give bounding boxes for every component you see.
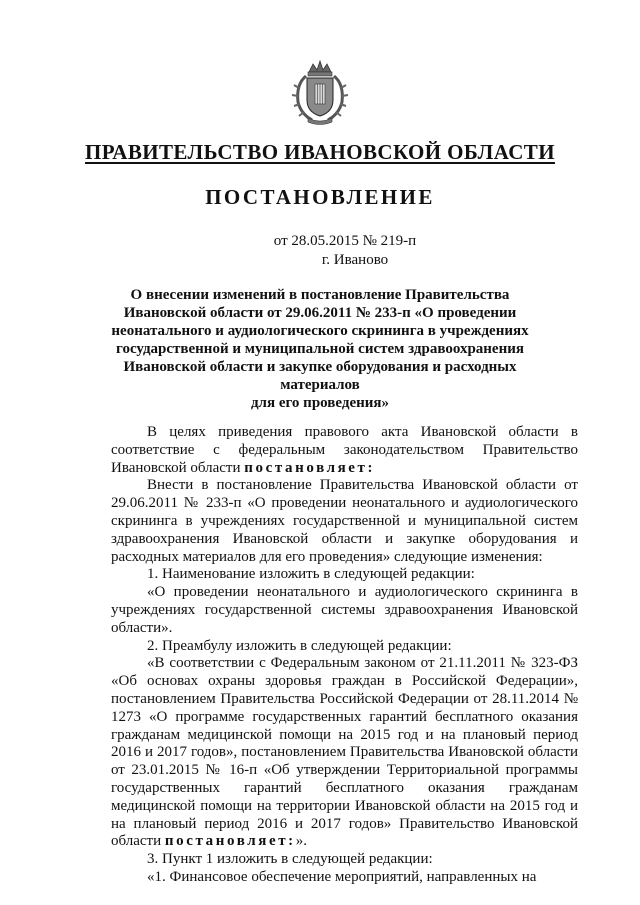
document-heading (110, 286, 530, 412)
document-type: ПОСТАНОВЛЕНИЕ (205, 185, 435, 209)
paragraph: «О проведении неонатального и аудиологического скрининга в учреждениях государственной системы здравоохранения Ивановской области». (111, 584, 578, 636)
paragraph: В целях приведения правового акта Ивановской области в соответствие с федеральным законодательством Правительство Ивановской области постановляет: (111, 424, 578, 476)
heading-line: государственной и муниципальной систем здравоохранения (116, 341, 524, 357)
coat-of-arms-icon (290, 58, 350, 126)
heading-line: О внесении изменений в постановление Правительства (130, 287, 510, 303)
heading-line: для его проведения» (250, 395, 390, 411)
paragraph: 1. Наименование изложить в следующей редакции: (147, 566, 475, 583)
heading-line: Ивановской области от 29.06.2011 № 233-п «О проведении (123, 305, 517, 321)
paragraph: 2. Преамбулу изложить в следующей редакции: (147, 637, 452, 654)
document-body (111, 424, 578, 887)
heading-line: Ивановской области и закупке оборудования и расходных материалов (123, 359, 517, 393)
paragraph: «В соответствии с Федеральным законом от 21.11.2011 № 323-ФЗ «Об основах охраны здоровья граждан в Российской Федерации», постановлением Правительства Российской Федерации от 28.11.2014 № 1273 «О программе государственных гарантий бесплатного оказания гражданам медицинской помощи на 2015 год и на плановый период 2016 и 2017 годов», постановлением Правительства Ивановской области от 23.01.2015 № 16-п «Об утверждении Территориальной программы государственных гарантий бесплатного оказания гражданам медицинской помощи на территории Ивановской области на 2015 год и на плановый период 2016 и 2017 годов» Правительство Ивановской области постановляет:». (111, 655, 578, 850)
paragraph: Внести в постановление Правительства Ивановской области от 29.06.2011 № 233-п «О проведении неонатального и аудиологического скрининга в учреждениях государственной и муниципальной систем здравоохранения Ивановской области и закупке оборудования и расходных материалов для его проведения» следующие изменения: (111, 477, 578, 565)
heading-line: неонатального и аудиологического скрининга в учреждениях (111, 323, 529, 339)
paragraph: «1. Финансовое обеспечение мероприятий, направленных на (147, 868, 537, 885)
date-number: от 28.05.2015 № 219-п (273, 233, 417, 249)
document-meta (0, 232, 640, 270)
org-title: ПРАВИТЕЛЬСТВО ИВАНОВСКОЙ ОБЛАСТИ (85, 140, 555, 164)
spaced-keyword: постановляет: (244, 459, 376, 476)
spaced-keyword: постановляет: (164, 833, 296, 850)
city: г. Иваново (321, 252, 389, 268)
paragraph: 3. Пункт 1 изложить в следующей редакции: (147, 851, 433, 868)
